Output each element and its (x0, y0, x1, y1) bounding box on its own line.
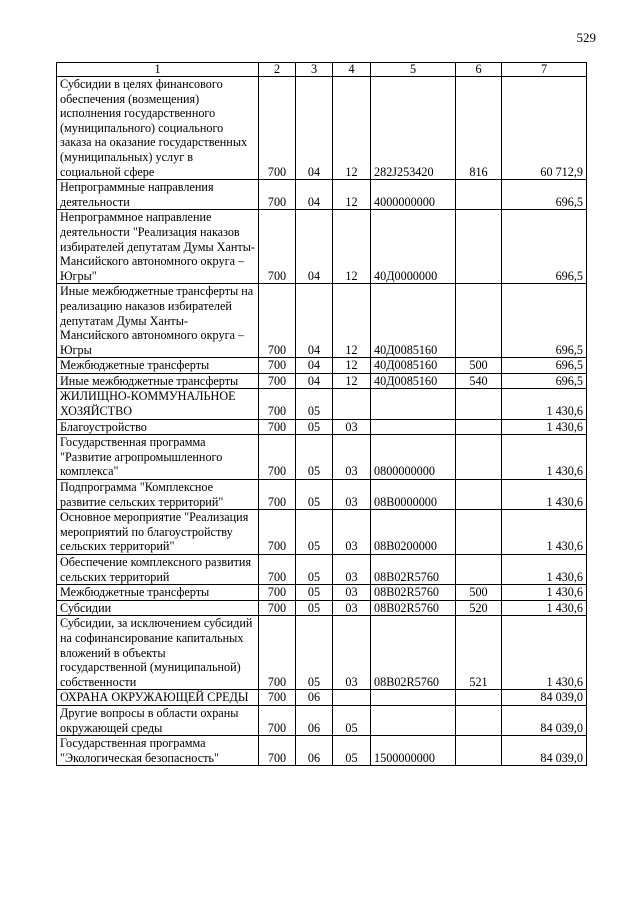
item-name: Непрограммные направления деятельности (57, 180, 259, 210)
expense-type-code: 500 (456, 585, 502, 601)
subsection-code (333, 389, 371, 419)
target-article-code: 08В02R5760 (371, 600, 456, 616)
amount: 1 430,6 (502, 510, 587, 555)
table-row (57, 373, 587, 389)
amount: 84 039,0 (502, 705, 587, 735)
target-article-code (371, 419, 456, 435)
ministry-code: 700 (259, 284, 296, 358)
header-row (57, 63, 587, 77)
expense-type-code (456, 389, 502, 419)
item-name: Субсидии в целях финансового обеспечения (возмещения) исполнения государственного (муниципального) социального заказа на оказание государственных (муниципальных) услуг в социальной сфере (57, 77, 259, 180)
page-number: 529 (576, 30, 596, 45)
section-code: 05 (296, 616, 333, 690)
amount: 1 430,6 (502, 555, 587, 585)
item-name: ЖИЛИЩНО-КОММУНАЛЬНОЕ ХОЗЯЙСТВО (57, 389, 259, 419)
col-header-1: 1 (57, 63, 259, 77)
subsection-code: 03 (333, 435, 371, 480)
item-name: Основное мероприятие "Реализация мероприятий по благоустройству сельских территорий" (57, 510, 259, 555)
section-code: 05 (296, 480, 333, 510)
item-name: Обеспечение комплексного развития сельских территорий (57, 555, 259, 585)
ministry-code: 700 (259, 180, 296, 210)
ministry-code: 700 (259, 510, 296, 555)
subsection-code (333, 690, 371, 706)
expense-type-code (456, 480, 502, 510)
section-code: 04 (296, 210, 333, 284)
amount: 1 430,6 (502, 600, 587, 616)
target-article-code (371, 690, 456, 706)
subsection-code: 03 (333, 600, 371, 616)
target-article-code: 0800000000 (371, 435, 456, 480)
subsection-code: 12 (333, 180, 371, 210)
ministry-code: 700 (259, 480, 296, 510)
expense-type-code (456, 435, 502, 480)
section-code: 05 (296, 585, 333, 601)
table-row (57, 480, 587, 510)
table-row (57, 690, 587, 706)
expense-type-code (456, 210, 502, 284)
expense-type-code: 520 (456, 600, 502, 616)
item-name: Межбюджетные трансферты (57, 585, 259, 601)
subsection-code: 03 (333, 419, 371, 435)
table-row (57, 358, 587, 374)
ministry-code: 700 (259, 600, 296, 616)
expense-type-code (456, 690, 502, 706)
section-code: 04 (296, 358, 333, 374)
ministry-code: 700 (259, 690, 296, 706)
subsection-code: 03 (333, 585, 371, 601)
target-article-code (371, 705, 456, 735)
amount: 1 430,6 (502, 616, 587, 690)
subsection-code: 05 (333, 705, 371, 735)
amount: 696,5 (502, 284, 587, 358)
subsection-code: 12 (333, 77, 371, 180)
ministry-code: 700 (259, 705, 296, 735)
ministry-code: 700 (259, 555, 296, 585)
item-name: Иные межбюджетные трансферты на реализацию наказов избирателей депутатам Думы Ханты-Мансийского автономного округа – Югры (57, 284, 259, 358)
section-code: 04 (296, 373, 333, 389)
col-header-2: 2 (259, 63, 296, 77)
col-header-7: 7 (502, 63, 587, 77)
subsection-code: 12 (333, 373, 371, 389)
table-row (57, 510, 587, 555)
section-code: 04 (296, 77, 333, 180)
target-article-code: 08В0000000 (371, 480, 456, 510)
item-name: Иные межбюджетные трансферты (57, 373, 259, 389)
item-name: Межбюджетные трансферты (57, 358, 259, 374)
subsection-code: 12 (333, 358, 371, 374)
expense-type-code (456, 284, 502, 358)
col-header-6: 6 (456, 63, 502, 77)
amount: 1 430,6 (502, 585, 587, 601)
table-row (57, 616, 587, 690)
target-article-code: 40Д0000000 (371, 210, 456, 284)
subsection-code: 05 (333, 736, 371, 766)
amount: 1 430,6 (502, 389, 587, 419)
target-article-code: 282J253420 (371, 77, 456, 180)
table-row (57, 555, 587, 585)
ministry-code: 700 (259, 389, 296, 419)
amount: 1 430,6 (502, 435, 587, 480)
target-article-code: 08В02R5760 (371, 555, 456, 585)
section-code: 05 (296, 555, 333, 585)
subsection-code: 12 (333, 210, 371, 284)
subsection-code: 03 (333, 510, 371, 555)
expense-type-code: 816 (456, 77, 502, 180)
ministry-code: 700 (259, 77, 296, 180)
amount: 696,5 (502, 373, 587, 389)
amount: 84 039,0 (502, 736, 587, 766)
target-article-code: 1500000000 (371, 736, 456, 766)
item-name: Благоустройство (57, 419, 259, 435)
ministry-code: 700 (259, 373, 296, 389)
target-article-code: 4000000000 (371, 180, 456, 210)
table-row (57, 585, 587, 601)
table-row (57, 600, 587, 616)
table-row (57, 736, 587, 766)
col-header-3: 3 (296, 63, 333, 77)
section-code: 06 (296, 705, 333, 735)
target-article-code: 40Д0085160 (371, 284, 456, 358)
ministry-code: 700 (259, 616, 296, 690)
ministry-code: 700 (259, 736, 296, 766)
ministry-code: 700 (259, 435, 296, 480)
target-article-code: 08В0200000 (371, 510, 456, 555)
section-code: 04 (296, 180, 333, 210)
budget-table (56, 62, 587, 766)
target-article-code: 08В02R5760 (371, 616, 456, 690)
table-row (57, 389, 587, 419)
section-code: 06 (296, 690, 333, 706)
expense-type-code: 521 (456, 616, 502, 690)
item-name: Другие вопросы в области охраны окружающей среды (57, 705, 259, 735)
target-article-code: 08В02R5760 (371, 585, 456, 601)
target-article-code (371, 389, 456, 419)
section-code: 05 (296, 389, 333, 419)
target-article-code: 40Д0085160 (371, 373, 456, 389)
amount: 696,5 (502, 180, 587, 210)
ministry-code: 700 (259, 210, 296, 284)
item-name: ОХРАНА ОКРУЖАЮЩЕЙ СРЕДЫ (57, 690, 259, 706)
amount: 84 039,0 (502, 690, 587, 706)
table-row (57, 180, 587, 210)
amount: 1 430,6 (502, 480, 587, 510)
amount: 696,5 (502, 210, 587, 284)
expense-type-code (456, 705, 502, 735)
item-name: Непрограммное направление деятельности "Реализация наказов избирателей депутатам Думы Ханты-Мансийского автономного округа – Югры" (57, 210, 259, 284)
expense-type-code: 500 (456, 358, 502, 374)
section-code: 05 (296, 600, 333, 616)
table-row (57, 705, 587, 735)
subsection-code: 12 (333, 284, 371, 358)
col-header-5: 5 (371, 63, 456, 77)
ministry-code: 700 (259, 585, 296, 601)
subsection-code: 03 (333, 555, 371, 585)
section-code: 05 (296, 419, 333, 435)
item-name: Субсидии (57, 600, 259, 616)
item-name: Государственная программа "Экологическая безопасность" (57, 736, 259, 766)
target-article-code: 40Д0085160 (371, 358, 456, 374)
subsection-code: 03 (333, 480, 371, 510)
expense-type-code (456, 510, 502, 555)
amount: 1 430,6 (502, 419, 587, 435)
table-row (57, 210, 587, 284)
amount: 60 712,9 (502, 77, 587, 180)
expense-type-code: 540 (456, 373, 502, 389)
ministry-code: 700 (259, 419, 296, 435)
table-row (57, 284, 587, 358)
subsection-code: 03 (333, 616, 371, 690)
amount: 696,5 (502, 358, 587, 374)
table-row (57, 419, 587, 435)
col-header-4: 4 (333, 63, 371, 77)
section-code: 06 (296, 736, 333, 766)
item-name: Подпрограмма "Комплексное развитие сельских территорий" (57, 480, 259, 510)
item-name: Субсидии, за исключением субсидий на софинансирование капитальных вложений в объекты государственной (муниципальной) собственности (57, 616, 259, 690)
expense-type-code (456, 736, 502, 766)
section-code: 05 (296, 435, 333, 480)
item-name: Государственная программа "Развитие агропромышленного комплекса" (57, 435, 259, 480)
section-code: 04 (296, 284, 333, 358)
table-row (57, 77, 587, 180)
expense-type-code (456, 180, 502, 210)
table-row (57, 435, 587, 480)
expense-type-code (456, 555, 502, 585)
section-code: 05 (296, 510, 333, 555)
ministry-code: 700 (259, 358, 296, 374)
expense-type-code (456, 419, 502, 435)
